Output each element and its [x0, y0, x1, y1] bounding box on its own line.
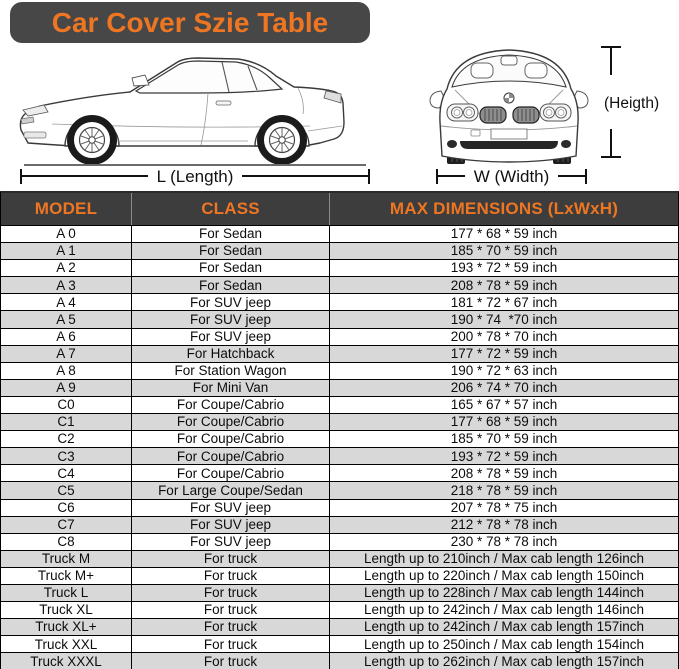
model-cell: Truck XXL — [1, 636, 132, 652]
class-cell: For truck — [132, 619, 330, 635]
dimensions-cell: Length up to 242inch / Max cab length 157inch — [364, 619, 644, 635]
table-row — [1, 601, 678, 618]
table-row — [1, 379, 678, 396]
table-row — [1, 328, 678, 345]
dimensions-cell: 165 * 67 * 57 inch — [450, 397, 558, 413]
model-cell: Truck M+ — [1, 568, 132, 584]
dimensions-cell: Length up to 262inch / Max cab length 157inch — [364, 653, 644, 669]
table-row — [1, 413, 678, 430]
table-row — [1, 396, 678, 413]
model-cell: A 0 — [1, 226, 132, 242]
dimensions-cell: 193 * 72 * 59 inch — [450, 260, 558, 276]
dimensions-cell: 177 * 72 * 59 inch — [450, 345, 558, 361]
dimensions-cell: 218 * 78 * 59 inch — [450, 482, 558, 498]
dimensions-cell: 190 * 72 * 63 inch — [450, 363, 558, 379]
dimensions-cell: 177 * 68 * 59 inch — [450, 414, 558, 430]
model-cell: Truck M — [1, 551, 132, 567]
class-cell: For SUV jeep — [132, 500, 330, 516]
dimension-line — [610, 129, 612, 157]
model-cell: C1 — [1, 414, 132, 430]
dimension-tick — [601, 156, 621, 158]
table-row — [1, 464, 678, 481]
table-row — [1, 635, 678, 652]
table-row — [1, 499, 678, 516]
dimensions-cell: 190 * 74 *70 inch — [450, 311, 558, 327]
table-row — [1, 533, 678, 550]
dimensions-cell: 230 * 78 * 78 inch — [450, 533, 558, 549]
length-dimension — [20, 167, 370, 185]
model-cell: A 4 — [1, 294, 132, 310]
model-cell: Truck XL+ — [1, 619, 132, 635]
dimensions-cell: 181 * 72 * 67 inch — [450, 294, 558, 310]
model-cell: A 9 — [1, 380, 132, 396]
class-cell: For SUV jeep — [132, 534, 330, 550]
table-row — [1, 516, 678, 533]
model-cell: A 8 — [1, 363, 132, 379]
class-cell: For truck — [132, 636, 330, 652]
model-cell: C2 — [1, 431, 132, 447]
dimensions-cell: Length up to 220inch / Max cab length 150inch — [364, 568, 644, 584]
page-title: Car Cover Szie Table — [51, 6, 329, 38]
dimensions-cell: 212 * 78 * 78 inch — [450, 516, 558, 532]
ground-line — [24, 164, 366, 166]
table-row — [1, 447, 678, 464]
column-header-dimensions: MAX DIMENSIONS (LxWxH) — [389, 199, 619, 218]
dimensions-cell: Length up to 228inch / Max cab length 144inch — [364, 585, 644, 601]
dimensions-cell: 208 * 78 * 59 inch — [450, 277, 558, 293]
model-cell: Truck XXXL — [1, 653, 132, 669]
class-cell: For Sedan — [132, 277, 330, 293]
class-cell: For Coupe/Cabrio — [132, 448, 330, 464]
class-cell: For SUV jeep — [132, 517, 330, 533]
dimension-tick — [585, 169, 587, 184]
table-row — [1, 293, 678, 310]
table-row — [1, 550, 678, 567]
table-row — [1, 362, 678, 379]
class-cell: For truck — [132, 653, 330, 669]
class-cell: For Mini Van — [132, 380, 330, 396]
class-cell: For SUV jeep — [132, 311, 330, 327]
front-wheel-icon — [71, 119, 114, 162]
class-cell: For Station Wagon — [132, 363, 330, 379]
class-cell: For Large Coupe/Sedan — [132, 482, 330, 498]
dimensions-cell: Length up to 242inch / Max cab length 146inch — [364, 602, 644, 618]
model-cell: A 3 — [1, 277, 132, 293]
model-cell: A 6 — [1, 329, 132, 345]
dimensions-cell: Length up to 210inch / Max cab length 126inch — [364, 551, 644, 567]
rear-wheel-icon — [261, 119, 304, 162]
dimensions-cell: 193 * 72 * 59 inch — [450, 448, 558, 464]
length-label: L (Length) — [156, 166, 234, 186]
class-cell: For Coupe/Cabrio — [132, 414, 330, 430]
class-cell: For truck — [132, 568, 330, 584]
class-cell: For truck — [132, 602, 330, 618]
model-cell: A 1 — [1, 243, 132, 259]
class-cell: For truck — [132, 551, 330, 567]
dimensions-cell: Length up to 250inch / Max cab length 154inch — [364, 636, 644, 652]
table-row — [1, 481, 678, 498]
car-front-view-icon — [427, 42, 592, 170]
table-row — [1, 652, 678, 669]
dimensions-cell: 200 * 78 * 70 inch — [450, 328, 558, 344]
class-cell: For Sedan — [132, 226, 330, 242]
dimension-line — [438, 175, 465, 177]
model-cell: Truck XL — [1, 602, 132, 618]
model-cell: C6 — [1, 500, 132, 516]
class-cell: For Hatchback — [132, 346, 330, 362]
class-cell: For Coupe/Cabrio — [132, 431, 330, 447]
dimension-line — [558, 175, 585, 177]
model-cell: C8 — [1, 534, 132, 550]
model-cell: C3 — [1, 448, 132, 464]
table-header-row — [1, 193, 678, 226]
dimensions-cell: 185 * 70 * 59 inch — [450, 243, 558, 259]
column-header-class: CLASS — [132, 193, 330, 225]
table-row — [1, 345, 678, 362]
table-row — [1, 310, 678, 327]
dimensions-cell: 208 * 78 * 59 inch — [450, 465, 558, 481]
dimension-tick — [368, 169, 370, 184]
class-cell: For Coupe/Cabrio — [132, 465, 330, 481]
table-body — [1, 226, 678, 669]
table-row — [1, 618, 678, 635]
model-cell: A 7 — [1, 346, 132, 362]
table-row — [1, 259, 678, 276]
table-row — [1, 584, 678, 601]
class-cell: For Sedan — [132, 243, 330, 259]
class-cell: For truck — [132, 585, 330, 601]
model-cell: A 5 — [1, 311, 132, 327]
class-cell: For Sedan — [132, 260, 330, 276]
class-cell: For SUV jeep — [132, 329, 330, 345]
width-label: W (Width) — [473, 166, 550, 186]
dimensions-cell: 207 * 78 * 75 inch — [450, 499, 558, 515]
dimension-line — [22, 175, 148, 177]
model-cell: A 2 — [1, 260, 132, 276]
model-cell: C4 — [1, 465, 132, 481]
table-row — [1, 226, 678, 242]
dimension-line — [242, 175, 368, 177]
title-banner — [10, 2, 370, 43]
model-cell: C5 — [1, 482, 132, 498]
class-cell: For SUV jeep — [132, 294, 330, 310]
column-header-model: MODEL — [1, 193, 132, 225]
table-row — [1, 430, 678, 447]
size-table — [0, 191, 679, 669]
table-row — [1, 276, 678, 293]
car-side-view-icon — [8, 44, 373, 169]
dimension-line — [610, 47, 612, 75]
table-row — [1, 242, 678, 259]
table-row — [1, 567, 678, 584]
model-cell: Truck L — [1, 585, 132, 601]
height-label: (Heigth) — [604, 95, 660, 112]
model-cell: C0 — [1, 397, 132, 413]
dimensions-cell: 177 * 68 * 59 inch — [450, 226, 558, 242]
width-dimension — [436, 167, 587, 185]
dimensions-cell: 206 * 74 * 70 inch — [450, 380, 558, 396]
dimensions-cell: 185 * 70 * 59 inch — [450, 431, 558, 447]
model-cell: C7 — [1, 517, 132, 533]
class-cell: For Coupe/Cabrio — [132, 397, 330, 413]
